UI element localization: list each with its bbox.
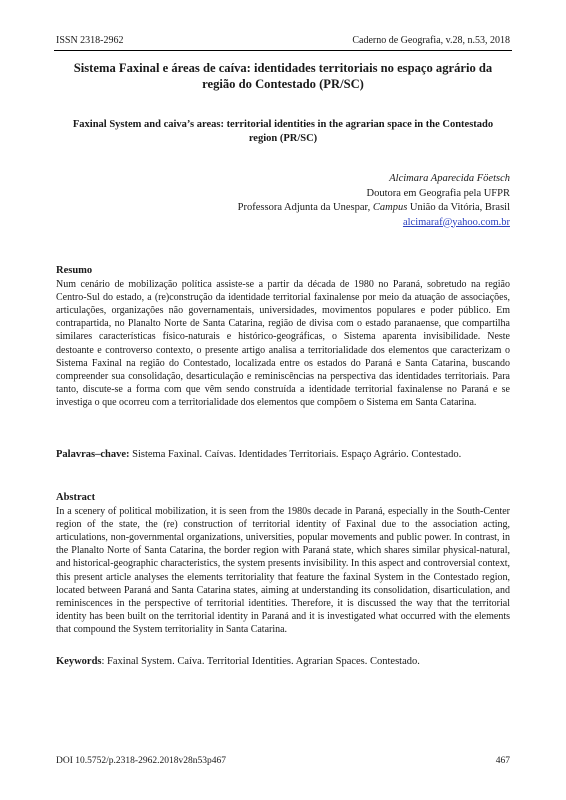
- resumo-section: [56, 264, 510, 410]
- journal-header: Caderno de Geografia, v.28, n.53, 2018: [352, 35, 510, 46]
- doi-footer: DOI 10.5752/p.2318-2962.2018v28n53p467: [56, 756, 226, 766]
- author-position-suffix: União da Vitória, Brasil: [407, 202, 510, 213]
- author-position: [238, 201, 510, 216]
- author-block: [238, 172, 510, 230]
- keywords-label: Keywords: [56, 656, 102, 667]
- author-name: Alcimara Aparecida Föetsch: [389, 173, 510, 184]
- resumo-heading: Resumo: [56, 265, 93, 276]
- title-english: Faxinal System and caiva’s areas: territorial identities in the agrarian space in the Contestado region (PR/SC): [72, 119, 494, 144]
- author-degree: Doutora em Geografia pela UFPR: [366, 187, 510, 199]
- title-portuguese: Sistema Faxinal e áreas de caíva: identidades territoriais no espaço agrário da região do Contestado (PR/SC): [73, 61, 493, 91]
- keywords-text: : Faxinal System. Caíva. Territorial Identities. Agrarian Spaces. Contestado.: [101, 656, 420, 667]
- palavras-chave: [56, 448, 510, 462]
- abstract-heading: Abstract: [56, 492, 96, 503]
- author-position-prefix: Professora Adjunta da Unespar,: [237, 202, 373, 213]
- author-position-campus: Campus: [372, 202, 408, 213]
- page-number: 467: [495, 756, 510, 766]
- abstract-section: [56, 491, 510, 637]
- abstract-text: In a scenery of political mobilization, it is seen from the 1980s decade in Paraná, especially in the South-Center region of the state, the (re) construction of territorial identity of Faxinal due to the association acting, articulations, non-governmental organizations, universities, popular movements and public power. In contrast, in the Planalto Norte of Santa Catarina, the border region with Paraná state, which shares similar physical-natural, and historical-geographic characteristics, the system presents invisibility. In this aspect and controversial context, this present article analyses the elements territoriality that feature the faxinal System in the Contestado region, located between Paraná and Santa Catarina states, aiming at understanding its consolidation, disarticulation, and reminiscences in the perspective of territorial identities. Therefore, it is discussed the way that the territorial identity has been built on the territorial identity in Paraná and it is investigated what occurred with the elements that compound the System territoriality in Santa Catarina.: [56, 505, 510, 636]
- palavras-chave-text: Sistema Faxinal. Caívas. Identidades Territoriais. Espaço Agrário. Contestado.: [129, 449, 462, 460]
- palavras-chave-label: Palavras–chave:: [56, 449, 130, 460]
- author-email-link[interactable]: alcimaraf@yahoo.com.br: [402, 216, 510, 228]
- keywords: [56, 655, 510, 669]
- issn-header: ISSN 2318-2962: [56, 35, 124, 46]
- header-rule: [54, 50, 512, 51]
- resumo-text: Num cenário de mobilização política assiste-se a partir da década de 1980 no Paraná, sobretudo na região Centro-Sul do estado, a (re)construção da identidade territorial faxinalense por meio da atuação de associações, articulações, organizações não governamentais, universidades, movimentos populares e poder público. Em contrapartida, no Planalto Norte de Santa Catarina, região de divisa com o estado paranaense, que compartilha similares características físico-naturais e histórico-geográficas, o Sistema aparenta invisibilidade. Neste destoante e controverso contexto, o presente artigo analisa a territorialidade dos elementos que caracterizam o Sistema Faxinal na região do Contestado, localizada entre os estados do Paraná e Santa Catarina, buscando compreender sua consolidação, desarticulação e reminiscências na perspectiva das identidades territoriais. Para tanto, discute-se a forma com que vêm sendo construída a identidade territorial faxinalense no Paraná e se investiga o que ocorreu com a territorialidade dos elementos que compõem o Sistema em Santa Catarina.: [56, 278, 510, 409]
